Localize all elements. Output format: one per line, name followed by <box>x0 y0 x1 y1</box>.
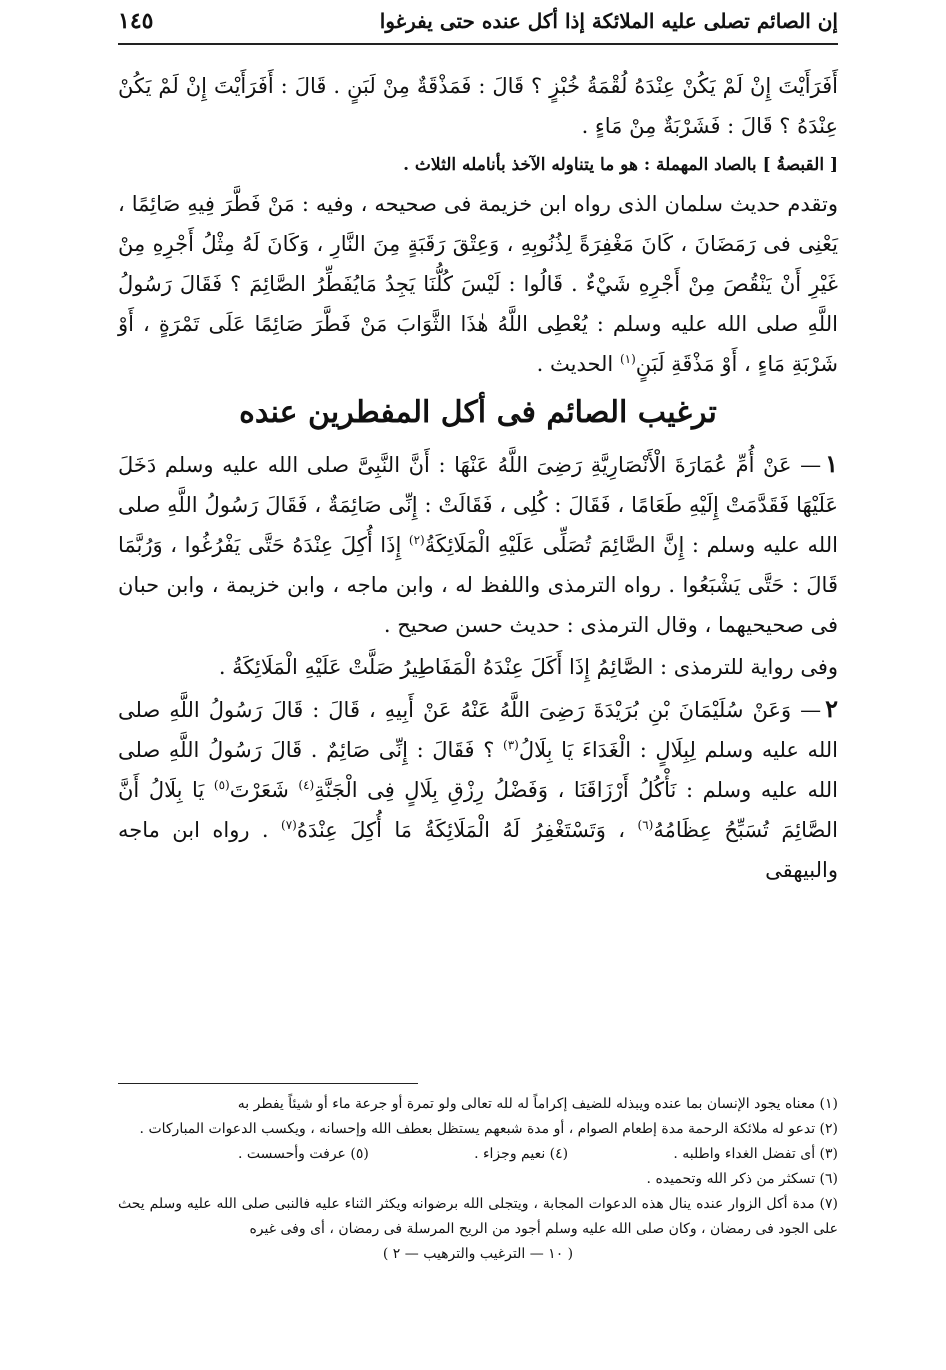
variant-text: وفى رواية للترمذى : الصَّائِمُ إِذَا أَكَلَ عِنْدَهُ الْمَفَاطِيرُ صَلَّتْ عَلَيْهِ الْمَلَائِكَةُ . <box>218 655 838 679</box>
hadith-2 <box>118 689 838 890</box>
footnote-2: (٢) تدعو له ملائكة الرحمة مدة إطعام الصوام ، أو مدة شبعهم يستظل بعطف الله وإحسانه ، ويكسب الدعوات المباركات . <box>139 1121 838 1137</box>
hadith-text: ؟ فَقَالَ : إِنِّى صَائِمٌ . قَالَ رَسُولُ اللَّهِ صلى الله عليه وسلم : نَأْكُلُ أَرْزَاقَنَا ، وَفَضْلُ رِزْقِ بِلَالٍ فِى الْجَنَّةِ <box>118 738 838 802</box>
header-rule <box>118 43 838 45</box>
hadith-text: . رواه ابن ماجه والبيهقى <box>118 818 838 882</box>
paragraph-text: أَفَرَأَيْتَ إِنْ لَمْ يَكُنْ عِنْدَهُ لُقْمَةُ خُبْزٍ ؟ قَالَ : فَمَذْقَةٌ مِنْ لَبَنٍ . قَالَ : أَفَرَأَيْتَ إِنْ لَمْ يَكُنْ عِنْدَهُ ؟ قَالَ : فَشَرْبَةٌ مِنْ مَاءٍ . <box>118 74 838 138</box>
running-header <box>118 6 838 36</box>
hadith-text: — وَعَنْ سُلَيْمَانَ بْنِ بُرَيْدَةَ رَضِىَ اللَّهُ عَنْهُ عَنْ أَبِيهِ ، قَالَ : قَالَ رَسُولُ اللَّهِ صلى الله عليه وسلم لِبِلَالٍ : الْغَدَاءَ يَا بِلَالُ <box>118 698 838 762</box>
footnote-7: (٧) مدة أكل الزوار عنده ينال هذه الدعوات المجابة ، ويتجلى الله برضوانه ويكثر الثناء عليه فالنبى صلى الله عليه وسلم يحث على الجود فى رمضان ، وكان صلى الله عليه وسلم أجود من الريح المرسلة فى رمضان ، أى وفى غيره <box>118 1196 838 1237</box>
paragraph-salman <box>118 184 838 384</box>
section-heading: ترغيب الصائم فى أكل المفطرين عنده <box>239 395 717 430</box>
hadith-text: إِذَا أُكِلَ عِنْدَهُ حَتَّى يَفْرُغُوا ، وَرُبَّمَا قَالَ : حَتَّى يَشْبَعُوا . رواه الترمذى واللفظ له ، وابن ماجه ، وابن خزيمة ، وابن حبان فى صحيحيهما ، وقال الترمذى : حديث حسن صحيح . <box>118 533 838 637</box>
footnotes <box>118 1092 838 1267</box>
footnote-ref[interactable]: (٤) <box>298 778 315 792</box>
footnote-ref[interactable]: (٧) <box>281 818 297 832</box>
footnote-separator <box>118 1083 418 1084</box>
hadith-text: يَا بِلَالُ أَنَّ الصَّائِمَ تُسَبِّحُ عِظَامُهُ <box>118 778 838 842</box>
paragraph-text-end: الحديث . <box>536 352 620 376</box>
page-number: ١٤٥ <box>118 8 154 34</box>
footnote-ref[interactable]: (١) <box>619 352 636 366</box>
gloss-text: [ القبصةُ ] بالصاد المهملة : هو ما يتناوله الآخذ بأنامله الثلاث . <box>403 155 838 175</box>
footnote-3: (٣) أى تفضل الغداء واطلبه . <box>673 1146 838 1162</box>
footnote-ref[interactable]: (٦) <box>637 818 654 832</box>
hadith-1 <box>118 444 838 645</box>
main-text <box>118 66 838 892</box>
footnote-row-3-5 <box>118 1142 838 1167</box>
footnote-5: (٥) عرفت وأحسست . <box>238 1146 369 1162</box>
hadith-1-variant <box>118 647 838 687</box>
book-page <box>118 0 838 1370</box>
hadith-text: ، وَتَسْتَغْفِرُ لَهُ الْمَلَائِكَةُ مَا أُكِلَ عِنْدَهُ <box>296 818 638 842</box>
footnote-ref[interactable]: (٢) <box>408 533 425 547</box>
paragraph-text: وتقدم حديث سلمان الذى رواه ابن خزيمة فى صحيحه ، وفيه : مَنْ فَطَّرَ فِيهِ صَائِمًا ، يَعْنِى فى رَمَضَانَ ، كَانَ مَغْفِرَةً لِذُنُوبِهِ ، وَعِتْقَ رَقَبَةٍ مِنَ النَّارِ ، وَكَانَ لَهُ مِثْلُ أَجْرِهِ مِنْ غَيْرِ أَنْ يَنْقُصَ مِنْ أَجْرِهِ شَيْءٌ . قَالُوا : لَيْسَ كُلُّنَا يَجِدُ مَايُفَطِّرُ الصَّائِمَ ؟ فَقَالَ رَسُولُ اللَّهِ صلى الله عليه وسلم : يُعْطِى اللَّهُ هٰذَا الثَّوَابَ مَنْ فَطَّرَ صَائِمًا عَلَى تَمْرَةٍ ، أَوْ شَرْبَةِ مَاءٍ ، أَوْ مَذْقَةِ لَبَنٍ <box>118 192 838 376</box>
paragraph-continuation <box>118 66 838 146</box>
footnote-4: (٤) نعيم وجزاء . <box>474 1146 569 1162</box>
running-title: إن الصائم تصلى عليه الملائكة إذا أكل عنده حتى يفرغوا <box>379 9 838 33</box>
hadith-text: شَعَرْتَ <box>229 778 299 802</box>
footnote-ref[interactable]: (٥) <box>213 778 230 792</box>
footnote-ref[interactable]: (٣) <box>503 738 519 752</box>
footnote-6: (٦) تسكثر من ذكر الله وتحميده . <box>646 1171 838 1187</box>
footnote-1: (١) معناه يجود الإنسان بما عنده ويبذله للضيف إكراماً له لله تعالى ولو تمرة أو جرعة ماء أو شيئاً يفطر به <box>237 1096 838 1112</box>
hadith-number: ٢ <box>825 694 838 723</box>
hadith-text: — عَنْ أُمِّ عُمَارَةَ الْأَنْصَارِيَّةِ رَضِىَ اللَّهُ عَنْهَا : أَنَّ النَّبِىَّ صلى الله عليه وسلم دَخَلَ عَلَيْهَا فَقَدَّمَتْ إِلَيْهِ طَعَامًا ، فَقَالَ : كُلِى ، فَقَالَتْ : إِنِّى صَائِمَةٌ ، فَقَالَ رَسُولُ اللَّهِ صلى الله عليه وسلم : إِنَّ الصَّائِمَ تُصَلِّى عَلَيْهِ الْمَلَائِكَةُ <box>118 453 838 557</box>
gloss-note <box>118 148 838 182</box>
signature-folio: ( ١٠ — الترغيب والترهيب — ٢ ) <box>382 1246 574 1262</box>
hadith-number: ١ <box>825 449 838 478</box>
